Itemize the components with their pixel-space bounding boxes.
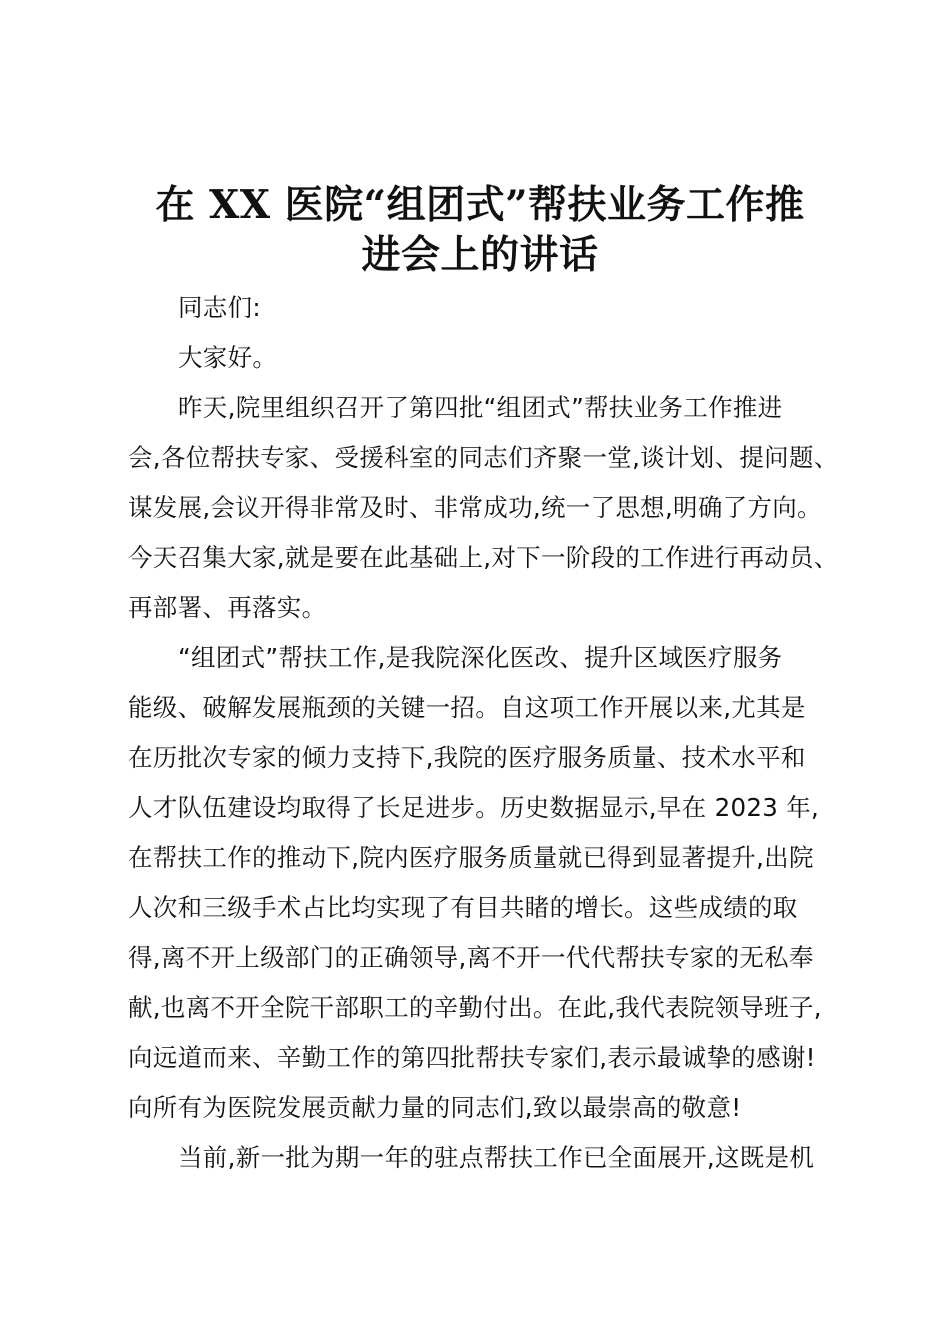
- paragraph-line: 得,离不开上级部门的正确领导,离不开一代代帮扶专家的无私奉: [128, 943, 814, 972]
- paragraph-line: 今天召集大家,就是要在此基础上,对下一阶段的工作进行再动员、: [128, 543, 839, 572]
- title-line-1: 在 XX 医院“组团式”帮扶业务工作推: [155, 182, 805, 228]
- paragraph-line: 人才队伍建设均取得了长足进步。历史数据显示,早在 2023 年,: [128, 793, 820, 822]
- paragraph-line: 会,各位帮扶专家、受援科室的同志们齐聚一堂,谈计划、提问题、: [128, 443, 839, 472]
- paragraph-line: 人次和三级手术占比均实现了有目共睹的增长。这些成绩的取: [128, 893, 798, 922]
- paragraph-line: 再部署、再落实。: [128, 593, 327, 622]
- paragraph-line: 献,也离不开全院干部职工的辛勤付出。在此,我代表院领导班子,: [128, 993, 822, 1022]
- paragraph-line: “组团式”帮扶工作,是我院深化医改、提升区域医疗服务: [178, 643, 783, 672]
- paragraph-2: [128, 633, 848, 1133]
- paragraph-line: 昨天,院里组织召开了第四批“组团式”帮扶业务工作推进: [178, 393, 783, 422]
- document-title: [110, 180, 850, 280]
- greeting: 大家好。: [178, 343, 278, 372]
- title-line-2: 进会上的讲话: [361, 232, 599, 278]
- document-body: [128, 283, 848, 1183]
- paragraph-line: 能级、破解发展瓶颈的关键一招。自这项工作开展以来,尤其是: [128, 693, 806, 722]
- paragraph-line: 谋发展,会议开得非常及时、非常成功,统一了思想,明确了方向。: [128, 493, 822, 522]
- salutation: 同志们:: [178, 293, 261, 322]
- paragraph-line: 向远道而来、辛勤工作的第四批帮扶专家们,表示最诚挚的感谢!: [128, 1043, 816, 1072]
- paragraph-3: [128, 1133, 848, 1183]
- paragraph-line: 向所有为医院发展贡献力量的同志们,致以最崇高的敬意!: [128, 1093, 742, 1122]
- paragraph-1: [128, 383, 848, 633]
- paragraph-line: 在历批次专家的倾力支持下,我院的医疗服务质量、技术水平和: [128, 743, 806, 772]
- paragraph-line: 在帮扶工作的推动下,院内医疗服务质量就已得到显著提升,出院: [128, 843, 814, 872]
- paragraph-line: 当前,新一批为期一年的驻点帮扶工作已全面展开,这既是机: [178, 1143, 815, 1172]
